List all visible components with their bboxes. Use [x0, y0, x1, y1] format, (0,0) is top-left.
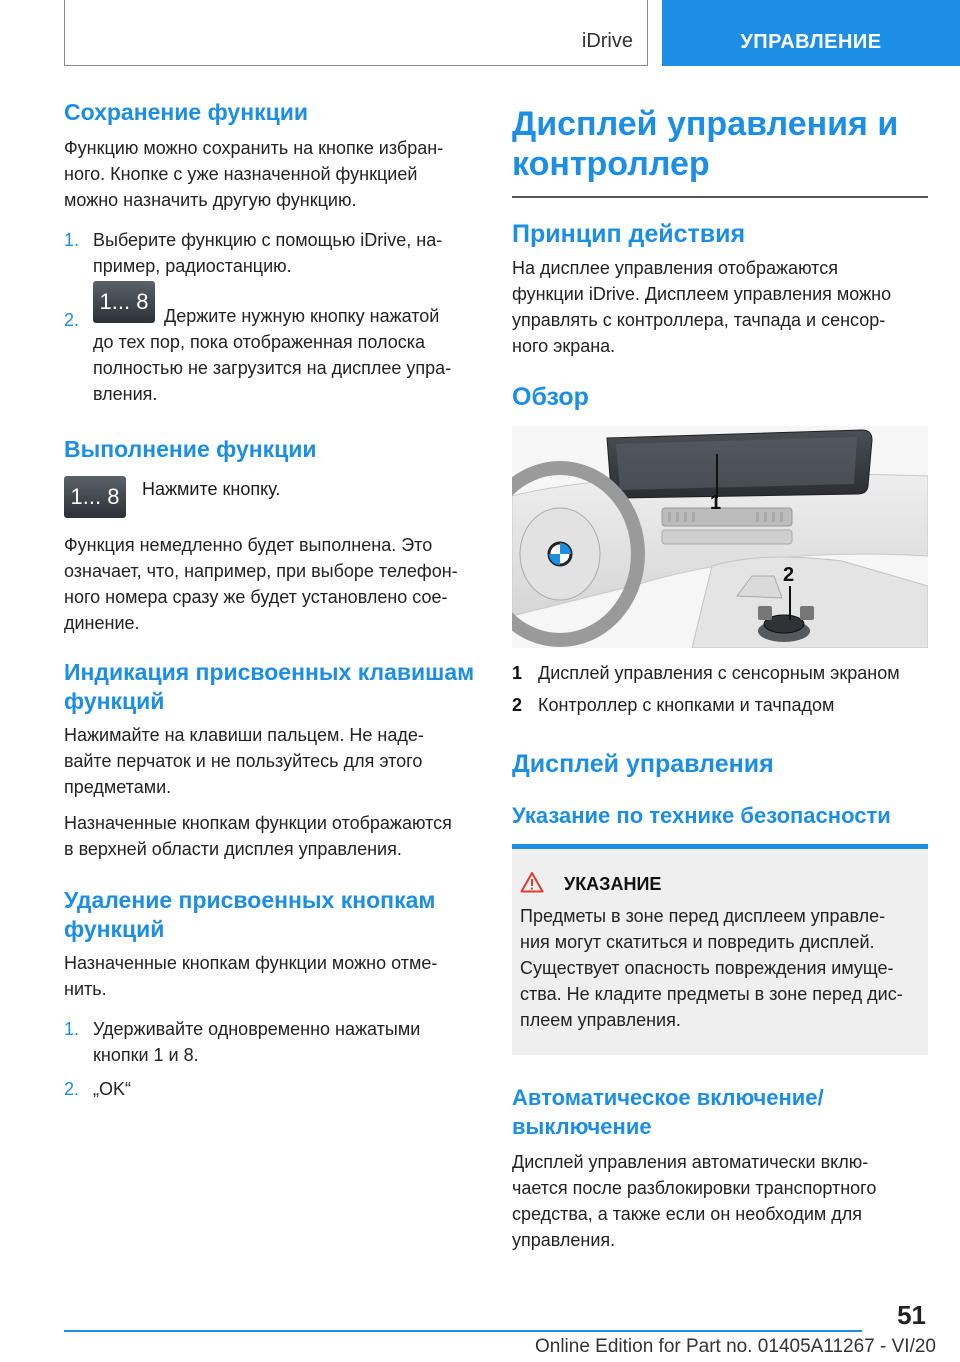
text-line: вления. [93, 384, 158, 404]
footer-divider [64, 1330, 862, 1332]
legend-text: Контроллер с кнопками и тачпадом [538, 694, 835, 715]
header-chapter-tab [662, 0, 960, 66]
step-number: 2. [64, 310, 80, 330]
save-function-text [64, 135, 480, 213]
step-number: 1. [64, 1019, 80, 1039]
text-line: нить. [64, 979, 107, 999]
remove-step-2 [64, 1076, 480, 1102]
text-line: динение. [64, 613, 140, 633]
step-number: 1. [64, 230, 80, 250]
text-line: „OK“ [93, 1079, 131, 1099]
remove-functions-text [64, 950, 480, 1002]
text-line: полностью не загрузится на дисплее упра- [93, 358, 452, 378]
title-line: Дисплей управления и [512, 105, 899, 143]
heading-line: функций [64, 916, 165, 942]
text-line: кнопки 1 и 8. [93, 1045, 199, 1065]
note-text [520, 903, 918, 1033]
text-line: Дисплей управления автоматически вклю- [512, 1151, 869, 1172]
text-line: Функцию можно сохранить на кнопке избран- [64, 138, 444, 158]
text-line: Предметы в зоне перед дисплеем управле- [520, 905, 886, 926]
legend-item-2 [512, 692, 928, 718]
safety-heading: Указание по технике безопасности [512, 802, 891, 828]
right-column [512, 104, 928, 1253]
heading-line: функций [64, 688, 165, 714]
heading-line: Автоматическое включение/ [512, 1084, 824, 1110]
text-line: Удерживайте одновременно нажатыми [93, 1019, 421, 1039]
save-function-heading: Сохранение функции [64, 99, 309, 125]
text-line: плеем управления. [520, 1009, 681, 1030]
header-section-label: iDrive [581, 30, 633, 52]
display-heading: Дисплей управления [512, 749, 774, 778]
cockpit-illustration [512, 426, 928, 648]
execute-function-text [64, 532, 480, 636]
heading-line: Индикация присвоенных клавишам [64, 659, 475, 685]
text-line: Функция немедленно будет выполнена. Это [64, 535, 433, 555]
caution-note [512, 844, 928, 1055]
overview-heading: Обзор [512, 382, 589, 411]
text-line: в верхней области дисплея управления. [64, 839, 402, 859]
auto-onoff-heading [512, 1083, 928, 1141]
legend-number: 2 [512, 694, 523, 715]
title-line: контроллер [512, 145, 710, 183]
step-number: 2. [64, 1079, 80, 1099]
text-line: чается после разблокировки транспортного [512, 1177, 877, 1198]
text-line: Нажмите кнопку. [142, 479, 281, 499]
remove-step-1 [64, 1016, 480, 1068]
callout-1-label: 1 [710, 491, 722, 514]
text-line: Выберите функцию с помощью iDrive, на- [93, 230, 443, 250]
text-line: предметами. [64, 777, 172, 797]
text-line: ного. Кнопке с уже назначенной функцией [64, 164, 418, 184]
text-line: ства. Не кладите предметы в зоне перед дис- [520, 983, 903, 1004]
heading-line: Удаление присвоенных кнопкам [64, 887, 436, 913]
legend-item-1 [512, 660, 928, 686]
legend-text: Дисплей управления с сенсорным экраном [538, 662, 900, 683]
callout-2-label: 2 [783, 563, 795, 586]
save-step-1 [64, 227, 480, 279]
text-line: пример, радиостанцию. [93, 256, 292, 276]
execute-function-heading: Выполнение функции [64, 436, 317, 462]
favorite-key-button-icon: 1... 8 [64, 476, 126, 518]
text-line: можно назначить другую функцию. [64, 190, 357, 210]
overview-legend [512, 660, 928, 718]
header-section-tab [64, 0, 648, 66]
text-line: означает, что, например, при выборе телефон- [64, 561, 458, 581]
execute-key-row [64, 476, 480, 522]
text-line: На дисплее управления отображаются [512, 257, 838, 278]
text-line: Назначенные кнопкам функции отображаются [64, 813, 452, 833]
save-step-2 [64, 289, 480, 407]
text-line: ния могут скатиться и повредить дисплей. [520, 931, 875, 952]
text-line: вайте перчаток и не пользуйтесь для этого [64, 751, 423, 771]
principle-heading: Принцип действия [512, 219, 746, 248]
indication-heading [64, 658, 480, 716]
text-line: Назначенные кнопкам функции можно отме- [64, 953, 438, 973]
remove-functions-heading [64, 886, 480, 944]
principle-text [512, 255, 928, 359]
text-line: управления. [512, 1229, 616, 1250]
header-chapter-label: УПРАВЛЕНИЕ [740, 31, 882, 53]
page-number: 51 [897, 1300, 926, 1330]
footer-edition: Online Edition for Part no. 01405A11267 - VI/20 [534, 1336, 936, 1357]
cockpit-drawing [512, 426, 928, 648]
text-line: Существует опасность повреждения имуще- [520, 957, 894, 978]
title-divider [512, 196, 928, 198]
text-line: до тех пор, пока отображенная полоска [93, 332, 426, 352]
note-title: УКАЗАНИЕ [564, 873, 662, 894]
text-line: функции iDrive. Дисплеем управления можно [512, 283, 892, 304]
indication-text-2 [64, 810, 480, 862]
favorite-key-button-icon: 1... 8 [93, 281, 155, 323]
auto-onoff-text [512, 1149, 928, 1253]
text-line: Нажимайте на клавиши пальцем. Не наде- [64, 725, 424, 745]
text-line: ного номера сразу же будет установлено сое- [64, 587, 448, 607]
text-line: Держите нужную кнопку нажатой [164, 306, 440, 326]
indication-text-1 [64, 722, 480, 800]
text-line: управлять с контроллера, тачпада и сенсор- [512, 309, 886, 330]
heading-line: выключение [512, 1113, 652, 1139]
warning-triangle-icon [520, 871, 544, 893]
note-title-row [520, 871, 918, 897]
legend-number: 1 [512, 662, 523, 683]
section-title [512, 104, 928, 184]
text-line: ного экрана. [512, 335, 616, 356]
left-column [64, 98, 480, 1102]
text-line: средства, а также если он необходим для [512, 1203, 863, 1224]
